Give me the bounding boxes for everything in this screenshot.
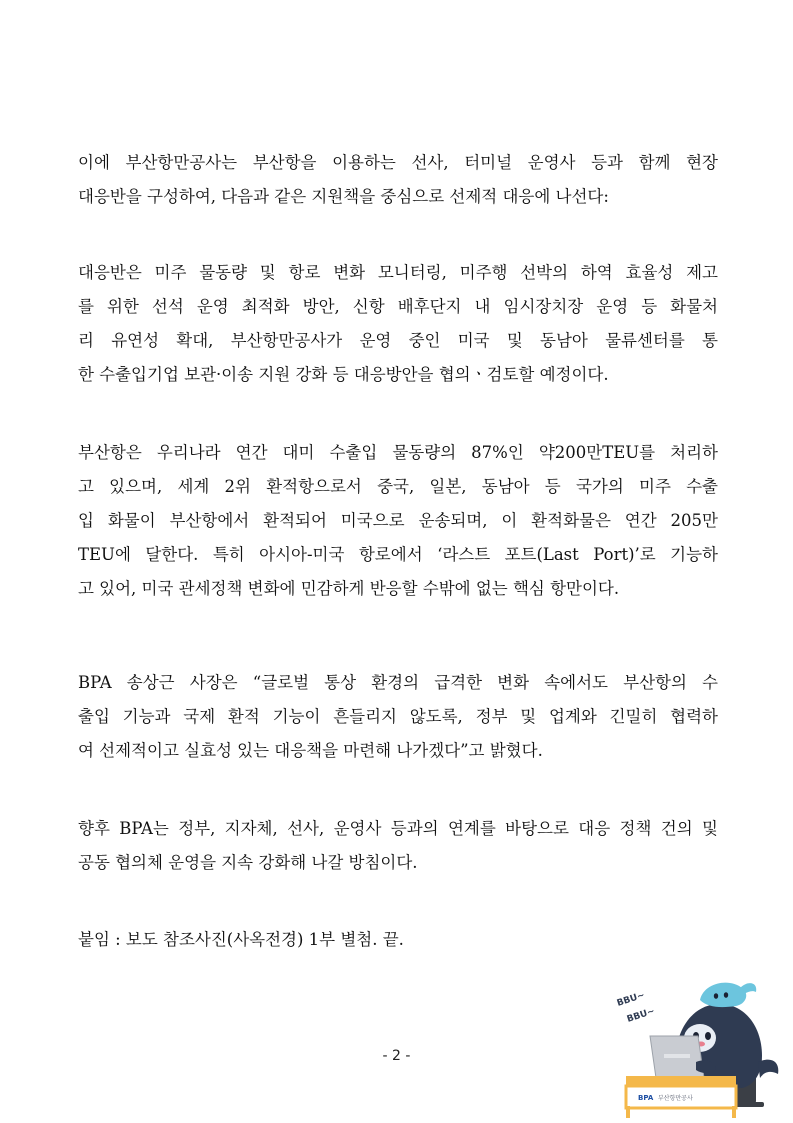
- paragraph-busan-port-volume: [78, 436, 718, 606]
- page-number: - 2 -: [382, 1048, 411, 1064]
- text-line: 한 수출입기업 보관·이송 지원 강화 등 대응방안을 협의ㆍ검토할 예정이다.: [78, 365, 609, 384]
- paragraph-ceo-quote: [78, 666, 718, 768]
- text-line: 부산항은 우리나라 연간 대미 수출입 물동량의 87%인 약200만TEU를 처리하: [78, 443, 718, 462]
- paragraph-response-measures: [78, 256, 718, 392]
- text-line: 이에 부산항만공사는 부산항을 이용하는 선사, 터미널 운영사 등과 함께 현장: [78, 153, 718, 172]
- bpa-whale-mascot-icon: [612, 966, 782, 1118]
- text-line: 대응반을 구성하여, 다음과 같은 지원책을 중심으로 선제적 대응에 나선다:: [78, 187, 609, 206]
- text-line: 붙임 : 보도 참조사진(사옥전경) 1부 별첨. 끝.: [78, 930, 404, 949]
- text-line: 리 유연성 확대, 부산항만공사가 운영 중인 미국 및 동남아 물류센터를 통: [78, 331, 718, 350]
- text-line: 고 있어, 미국 관세정책 변화에 민감하게 반응할 수밖에 없는 핵심 항만이다.: [78, 579, 620, 598]
- text-line: 출입 기능과 국제 환적 기능이 흔들리지 않도록, 정부 및 업계와 긴밀히 협력하: [78, 707, 718, 726]
- svg-text:BBU~: BBU~: [625, 1006, 657, 1025]
- paragraph-support-team: [78, 146, 718, 214]
- text-line: 를 위한 선석 운영 최적화 방안, 신항 배후단지 내 임시장치장 운영 등 화물처: [78, 297, 718, 316]
- text-line: 향후 BPA는 정부, 지자체, 선사, 운영사 등과의 연계를 바탕으로 대응 정책 건의 및: [78, 819, 718, 838]
- text-line: BPA 송상근 사장은 “글로벌 통상 환경의 급격한 변화 속에서도 부산항의 수: [78, 673, 718, 692]
- text-line: 공동 협의체 운영을 지속 강화해 나갈 방침이다.: [78, 853, 418, 872]
- svg-text:부산항만공사: 부산항만공사: [658, 1095, 693, 1102]
- text-line: 고 있으며, 세계 2위 환적항으로서 중국, 일본, 동남아 등 국가의 미주 수출: [78, 477, 718, 496]
- svg-text:BPA: BPA: [638, 1094, 654, 1102]
- text-line: TEU에 달한다. 특히 아시아-미국 항로에서 ‘라스트 포트(Last Port)’로 기능하: [78, 545, 718, 564]
- paragraph-future-plan: [78, 812, 718, 880]
- text-line: 여 선제적이고 실효성 있는 대응책을 마련해 나가겠다”고 밝혔다.: [78, 741, 543, 760]
- svg-text:BBU~: BBU~: [615, 990, 647, 1009]
- text-line: 입 화물이 부산항에서 환적되어 미국으로 운송되며, 이 환적화물은 연간 205만: [78, 511, 718, 530]
- paragraph-attachment-note: [78, 923, 718, 957]
- text-line: 대응반은 미주 물동량 및 항로 변화 모니터링, 미주행 선박의 하역 효율성 제고: [78, 263, 718, 282]
